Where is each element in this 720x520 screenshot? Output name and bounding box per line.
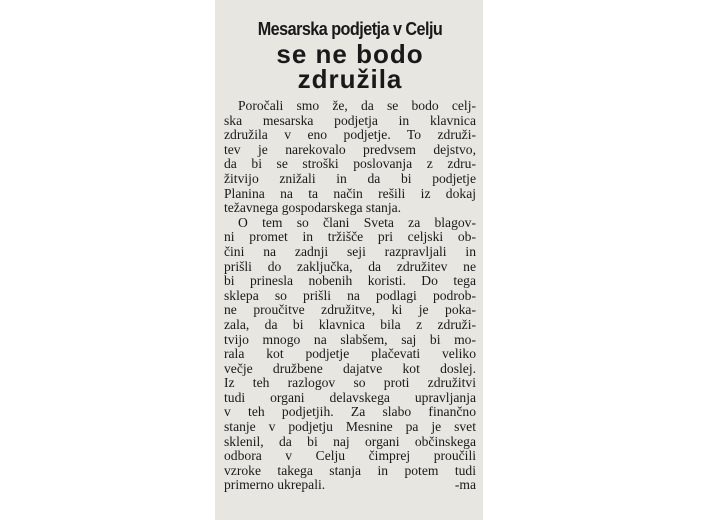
article-line: združila v eno podjetje. To združi- — [224, 128, 476, 143]
article-line: sklenil, da bi naj organi občinskega — [224, 434, 476, 449]
article-line: da bi se stroški poslovanja z zdru- — [224, 157, 476, 172]
article-line: čini na zadnji seji razpravljali in — [224, 244, 476, 259]
article-line: O tem so člani Sveta za blagov- — [238, 215, 476, 230]
headline-top: Mesarska podjetja v Celju — [257, 19, 443, 39]
article-line: tudi organi delavskega upravljanja — [224, 390, 476, 405]
article-line: tev je narekovalo predvsem dejstvo, — [224, 142, 476, 157]
article-line: rala kot podjetje plačevati veliko — [224, 347, 476, 362]
article-line: Planina na ta način rešili iz dokaj — [224, 186, 476, 201]
article-line: stanje v podjetju Mesnine pa je svet — [224, 420, 476, 435]
article-body — [224, 99, 476, 493]
article-line: Poročali smo že, da se bodo celj- — [238, 99, 476, 113]
article-line: ne proučitve združitve, ki je poka- — [224, 303, 476, 318]
author-signature: -ma — [454, 477, 476, 493]
article-line: prišli do zaključka, da združitev ne — [224, 259, 476, 274]
article-line: sklepa so prišli na podlagi podrob- — [224, 288, 476, 303]
headline-main-line-2: združila — [297, 64, 403, 94]
article-line-last: primerno ukrepali. — [224, 477, 326, 493]
article-line: Iz teh razlogov so proti združitvi — [224, 376, 476, 391]
headline-main-line-1: se ne bodo — [276, 39, 424, 69]
article-line: ska mesarska podjetja in klavnica — [224, 113, 476, 128]
article-line: večje družbene dajatve kot doslej. — [224, 361, 476, 376]
article-line: vzroke takega stanja in potem tudi — [224, 463, 476, 478]
article-line: tvijo mnogo na slabšem, saj bi mo- — [224, 332, 476, 347]
article-line: zala, da bi klavnica bila z združi- — [224, 317, 476, 332]
article-line: težavnega gospodarskega stanja. — [224, 201, 402, 216]
article-closing-line — [224, 478, 476, 493]
article-line: ni promet in tržišče pri celjski ob- — [224, 230, 476, 245]
newspaper-clipping — [215, 0, 483, 520]
article-line: odbora v Celju čimprej proučili — [224, 449, 476, 464]
article-line: v teh podjetjih. Za slabo finančno — [224, 405, 476, 420]
article-line: bi prinesla nobenih koristi. Do tega — [224, 274, 476, 289]
article-line: žitvijo znižali in da bi podjetje — [224, 171, 476, 186]
